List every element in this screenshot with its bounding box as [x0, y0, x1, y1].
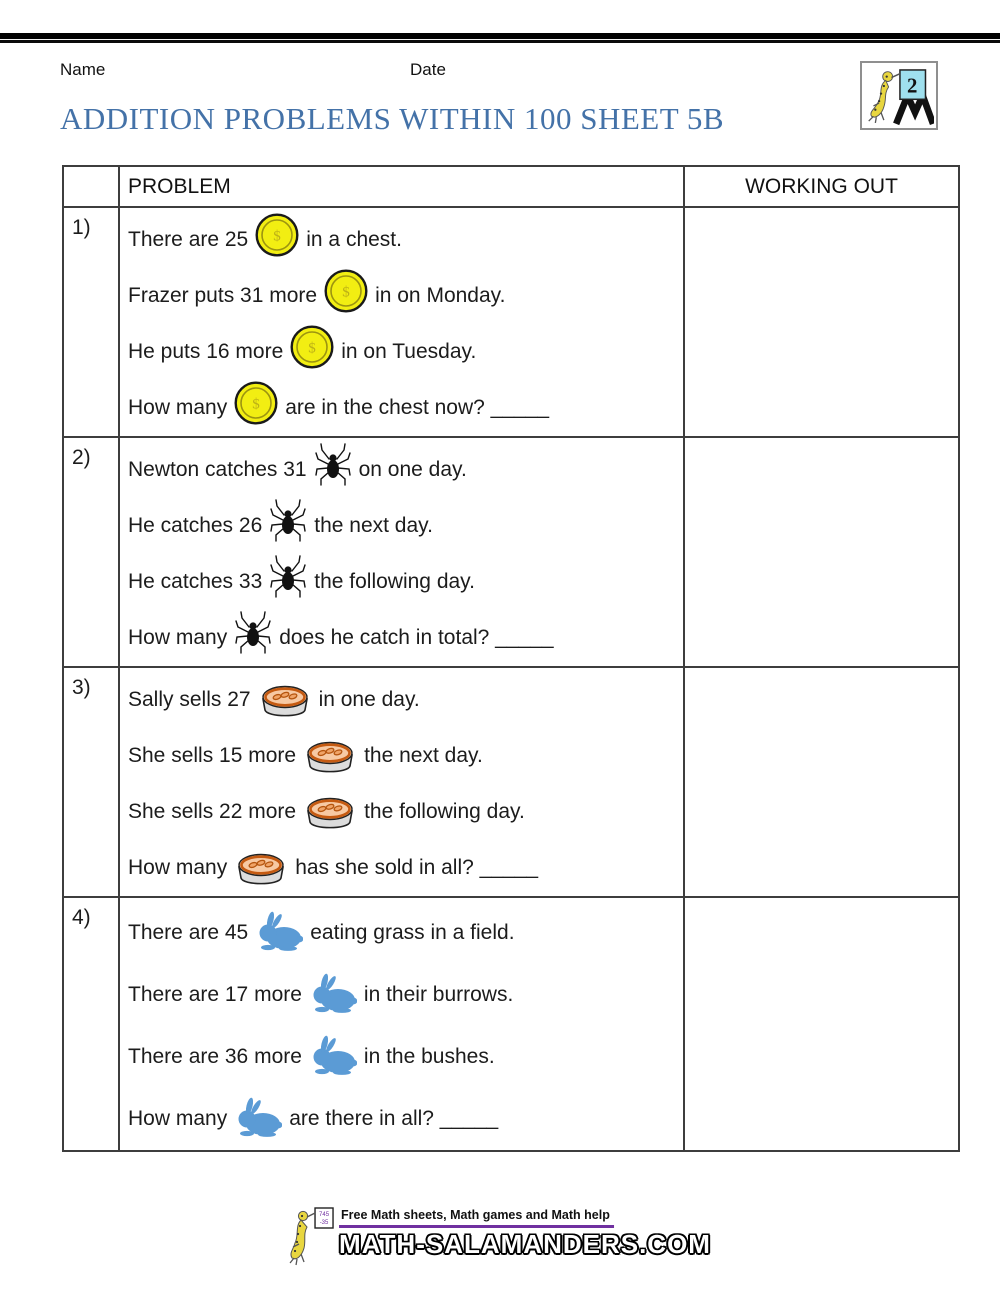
spider-icon [314, 442, 352, 486]
line-text-before: Sally sells 27 [128, 688, 251, 711]
line-text-after: the following day. [314, 570, 475, 593]
name-label: Name [60, 60, 106, 79]
row-number: 3) [72, 676, 91, 699]
working-out-cell [684, 667, 959, 897]
problem-line [128, 902, 683, 964]
rabbit-icon [255, 911, 303, 951]
badge-salamander-icon [864, 65, 934, 126]
spider-icon [269, 498, 307, 542]
top-rule-thin-line [0, 40, 1000, 43]
footer-board-line1: 745 [319, 1212, 330, 1218]
number-header-cell [63, 166, 119, 207]
working-out-header-cell: WORKING OUT [684, 166, 959, 207]
line-text-after: are in the chest now? _____ [285, 396, 550, 419]
line-text-before: How many [128, 856, 228, 879]
line-text-before: He catches 33 [128, 570, 263, 593]
problem-line [128, 610, 683, 666]
problem-line [128, 672, 683, 728]
line-text-before: How many [128, 396, 228, 419]
row-number-cell [63, 207, 119, 437]
line-text-before: How many [128, 1107, 228, 1130]
math-salamanders-badge [860, 61, 938, 130]
page-title: ADDITION PROBLEMS WITHIN 100 SHEET 5B [60, 101, 725, 136]
problem-line [128, 1088, 683, 1150]
problem-line [128, 380, 683, 436]
problem-header-cell: PROBLEM [119, 166, 684, 207]
line-text-after: are there in all? _____ [289, 1107, 499, 1130]
table-header-row [63, 166, 959, 207]
pie-icon [303, 735, 357, 777]
spider-icon [234, 610, 272, 654]
line-text-after: eating grass in a field. [310, 921, 515, 944]
problem-line [128, 784, 683, 840]
line-text-after: in on Tuesday. [341, 340, 477, 363]
svg-text:$: $ [252, 396, 260, 413]
problem-cell [119, 667, 684, 897]
line-text-before: There are 45 [128, 921, 249, 944]
line-text-before: She sells 15 more [128, 744, 297, 767]
line-text-after: the next day. [364, 744, 483, 767]
line-text-before: She sells 22 more [128, 800, 297, 823]
problem-line [128, 728, 683, 784]
spider-icon [269, 554, 307, 598]
footer [289, 1206, 711, 1266]
table-row [63, 437, 959, 667]
line-text-after: on one day. [358, 458, 467, 481]
coin-icon [255, 213, 299, 257]
line-text-before: He puts 16 more [128, 340, 284, 363]
problem-cell [119, 897, 684, 1151]
svg-text:$: $ [273, 228, 281, 245]
rabbit-icon [309, 1035, 357, 1075]
working-out-cell [684, 437, 959, 667]
line-text-after: the next day. [314, 514, 433, 537]
top-rule [0, 33, 1000, 43]
line-text-after: in their burrows. [363, 983, 514, 1006]
row-number: 4) [72, 906, 91, 929]
problem-line [128, 498, 683, 554]
line-text-before: There are 17 more [128, 983, 302, 1006]
row-number: 2) [72, 446, 91, 469]
row-number-cell [63, 437, 119, 667]
pie-icon [234, 847, 288, 889]
badge-number: 2 [907, 73, 918, 98]
working-out-cell [684, 897, 959, 1151]
line-text-before: There are 25 [128, 228, 249, 251]
line-text-after: does he catch in total? _____ [279, 626, 554, 649]
footer-salamander-figure [290, 1211, 315, 1265]
pie-icon [303, 791, 357, 833]
footer-salamander-icon [289, 1206, 335, 1266]
line-text-before: There are 36 more [128, 1045, 302, 1068]
problem-line [128, 1026, 683, 1088]
coin-icon [234, 381, 278, 425]
line-text-after: in the bushes. [363, 1045, 495, 1068]
line-text-before: Newton catches 31 [128, 458, 307, 481]
footer-site-text: MATH-SALAMANDERS.COM [339, 1229, 711, 1259]
table-row [63, 897, 959, 1151]
line-text-after: in a chest. [306, 228, 402, 251]
problem-cell [119, 207, 684, 437]
worksheet-table [62, 165, 960, 1152]
row-number-cell [63, 897, 119, 1151]
line-text-before: How many [128, 626, 228, 649]
svg-text:$: $ [308, 340, 316, 357]
pie-icon [258, 679, 312, 721]
rabbit-icon [309, 973, 357, 1013]
coin-icon [290, 325, 334, 369]
badge-salamander-figure [869, 72, 900, 123]
footer-text-block [339, 1206, 711, 1260]
problem-line [128, 324, 683, 380]
table-row [63, 207, 959, 437]
problem-cell [119, 437, 684, 667]
line-text-after: in on Monday. [375, 284, 506, 307]
footer-board-line2: -35 [319, 1220, 329, 1226]
table-row [63, 667, 959, 897]
line-text-before: He catches 26 [128, 514, 263, 537]
problem-line [128, 268, 683, 324]
problem-line [128, 554, 683, 610]
row-number: 1) [72, 216, 91, 239]
line-text-after: the following day. [364, 800, 525, 823]
rabbit-icon [234, 1097, 282, 1137]
problem-line [128, 964, 683, 1026]
problem-line [128, 840, 683, 896]
coin-icon [324, 269, 368, 313]
line-text-before: Frazer puts 31 more [128, 284, 318, 307]
line-text-after: in one day. [318, 688, 420, 711]
problem-line [128, 212, 683, 268]
problem-line [128, 442, 683, 498]
footer-tagline: Free Math sheets, Math games and Math help [339, 1206, 614, 1228]
date-label: Date [410, 60, 446, 79]
working-out-cell [684, 207, 959, 437]
row-number-cell [63, 667, 119, 897]
line-text-after: has she sold in all? _____ [295, 856, 539, 879]
svg-text:$: $ [342, 284, 350, 301]
